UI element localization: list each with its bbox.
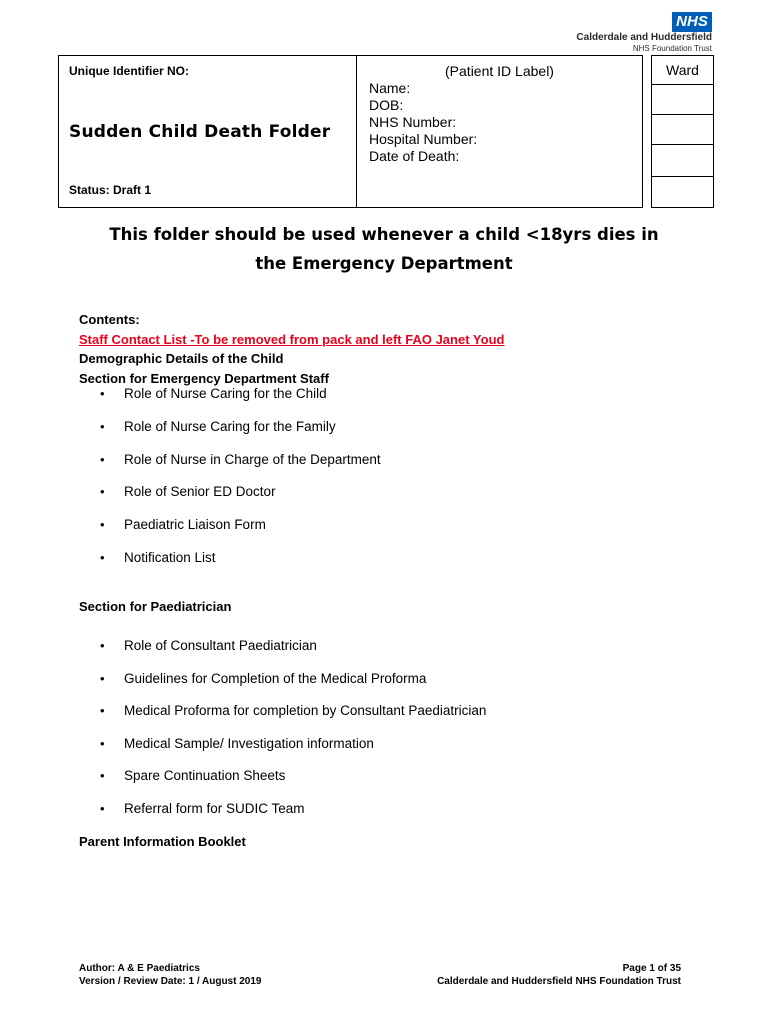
bullet-icon: • [100,419,105,434]
bullet-icon: • [100,550,105,565]
bullet-icon: • [100,671,105,686]
ward-cell[interactable] [652,145,713,177]
footer-right [437,962,681,988]
ward-cell[interactable] [652,177,713,207]
list-item-label: Role of Nurse Caring for the Child [124,386,327,401]
bullet-icon: • [100,484,105,499]
patient-id-label-title: (Patient ID Label) [445,63,554,79]
ward-cell[interactable] [652,115,713,145]
list-item-label: Spare Continuation Sheets [124,768,286,783]
list-item-label: Role of Nurse in Charge of the Department [124,452,381,467]
list-item [100,419,336,434]
list-item-label: Paediatric Liaison Form [124,517,266,532]
list-item [100,703,486,718]
nhs-logo: NHS [672,12,712,32]
ward-box [651,55,714,208]
list-item-label: Guidelines for Completion of the Medical Proforma [124,671,427,686]
bullet-icon: • [100,452,105,467]
footer-left [79,962,261,988]
footer-trust: Calderdale and Huddersfield NHS Foundation Trust [437,976,681,987]
list-item [100,484,276,499]
list-item [100,768,285,783]
list-item-label: Role of Consultant Paediatrician [124,638,317,653]
intro-heading: This folder should be used whenever a child <18yrs dies in the Emergency Department [109,225,659,273]
ward-cell[interactable] [652,85,713,115]
org-name: Calderdale and Huddersfield [576,32,712,43]
list-item-label: Referral form for SUDIC Team [124,801,305,816]
ward-header-cell [652,56,713,85]
list-item-label: Role of Nurse Caring for the Family [124,419,336,434]
list-item [100,736,374,751]
status-label: Status: Draft 1 [69,183,152,197]
bullet-icon: • [100,386,105,401]
paediatrician-section-heading: Section for Paediatrician [79,599,232,614]
bullet-icon: • [100,801,105,816]
list-item-label: Notification List [124,550,216,565]
identifier-box [58,55,357,208]
bullet-icon: • [100,736,105,751]
list-item [100,550,216,565]
demographic-details: Demographic Details of the Child [79,351,284,366]
list-item [100,452,381,467]
bullet-icon: • [100,517,105,532]
org-subtitle: NHS Foundation Trust [632,44,712,53]
contents-block [79,310,504,388]
ed-section-heading: Section for Emergency Department Staff [79,370,329,386]
list-item [100,386,327,401]
bullet-icon: • [100,703,105,718]
bullet-icon: • [100,768,105,783]
footer-page-number: Page 1 of 35 [622,963,681,974]
patient-field-name: Name: [369,80,411,96]
patient-field-hospital-number: Hospital Number: [369,131,478,147]
patient-field-nhs-number: NHS Number: [369,114,457,130]
footer-author: Author: A & E Paediatrics [79,963,200,974]
list-item [100,801,305,816]
staff-contact-list-link[interactable]: Staff Contact List -To be removed from pack and left FAO Janet Youd [79,331,505,347]
bullet-icon: • [100,638,105,653]
folder-title: Sudden Child Death Folder [69,122,331,142]
ward-label: Ward [666,62,699,78]
patient-id-label-box [356,55,643,208]
list-item [100,517,266,532]
unique-identifier-label: Unique Identifier NO: [69,64,189,78]
footer-version: Version / Review Date: 1 / August 2019 [79,976,262,987]
list-item-label: Medical Sample/ Investigation information [124,736,374,751]
patient-field-date-of-death: Date of Death: [369,148,460,164]
contents-heading: Contents: [79,312,140,327]
patient-field-dob: DOB: [369,97,404,113]
list-item-label: Role of Senior ED Doctor [124,484,276,499]
list-item-label: Medical Proforma for completion by Consultant Paediatrician [124,703,487,718]
patient-fields [369,80,477,165]
parent-booklet-heading: Parent Information Booklet [79,834,246,849]
list-item [100,638,317,653]
list-item [100,671,426,686]
